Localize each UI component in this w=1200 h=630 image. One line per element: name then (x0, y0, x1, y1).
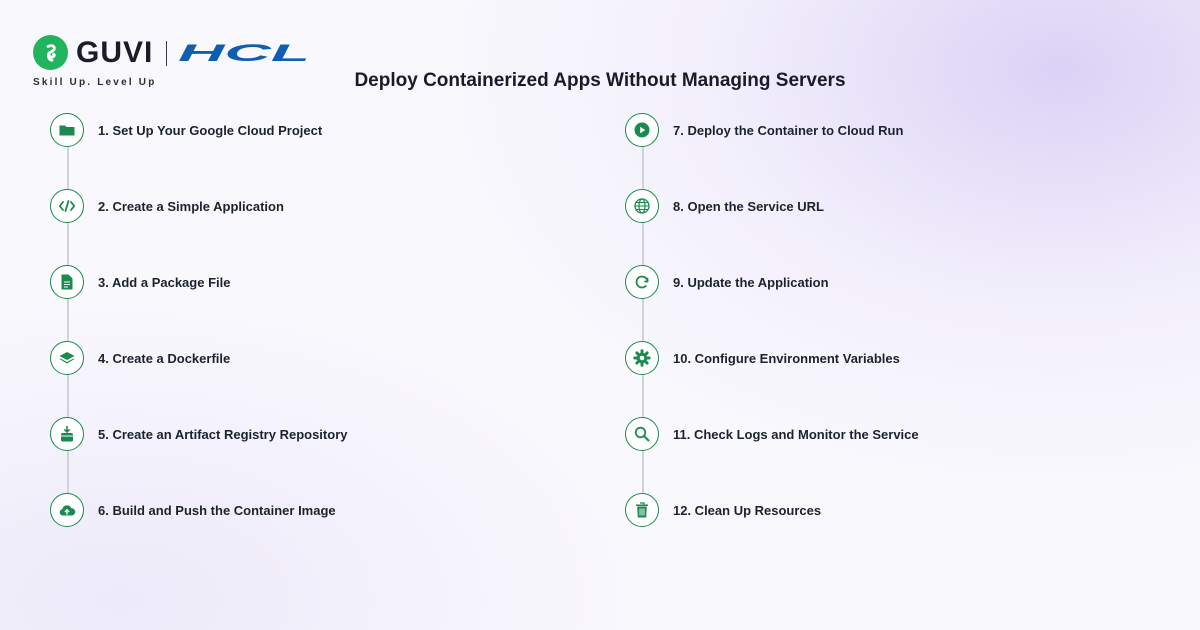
step-label: 1. Set Up Your Google Cloud Project (98, 122, 323, 138)
step-icon-circle (625, 265, 659, 299)
step-item (50, 417, 347, 451)
step-icon-circle (50, 493, 84, 527)
step-item (50, 493, 336, 527)
registry-icon (58, 425, 76, 443)
brand-tagline: Skill Up. Level Up (33, 77, 157, 88)
page-title: Deploy Containerized Apps Without Managing Servers (354, 70, 846, 91)
step-label: 7. Deploy the Container to Cloud Run (673, 122, 904, 138)
step-label: 10. Configure Environment Variables (673, 350, 900, 366)
step-icon-circle (50, 113, 84, 147)
step-label: 5. Create an Artifact Registry Repository (98, 426, 348, 442)
step-icon-circle (50, 189, 84, 223)
guvi-logo-icon (33, 35, 68, 70)
step-item (625, 341, 900, 375)
refresh-icon (633, 273, 651, 291)
step-icon-circle (50, 265, 84, 299)
search-icon (633, 425, 651, 443)
step-item (625, 417, 919, 451)
logo-divider (166, 41, 167, 66)
step-icon-circle (625, 341, 659, 375)
step-item (625, 189, 824, 223)
code-icon (58, 197, 76, 215)
step-item (50, 189, 284, 223)
step-icon-circle (625, 113, 659, 147)
step-icon-circle (625, 493, 659, 527)
gear-icon (633, 349, 651, 367)
cloud-upload-icon (58, 501, 76, 519)
step-label: 9. Update the Application (673, 274, 829, 290)
guvi-wordmark: GUVI (76, 36, 154, 69)
layers-icon (58, 349, 76, 367)
step-item (625, 493, 821, 527)
step-item (625, 265, 829, 299)
step-label: 3. Add a Package File (98, 274, 231, 290)
hcl-logo (178, 42, 313, 64)
step-icon-circle (50, 417, 84, 451)
step-icon-circle (625, 189, 659, 223)
timeline-right (625, 113, 1125, 533)
step-icon-circle (50, 341, 84, 375)
step-item (50, 341, 230, 375)
step-label: 2. Create a Simple Application (98, 198, 284, 214)
step-label: 4. Create a Dockerfile (98, 350, 231, 366)
step-icon-circle (625, 417, 659, 451)
step-label: 11. Check Logs and Monitor the Service (673, 426, 919, 442)
step-label: 6. Build and Push the Container Image (98, 502, 336, 518)
play-icon (633, 121, 651, 139)
svg-text:HCL: HCL (178, 42, 310, 64)
trash-icon (633, 501, 651, 519)
timeline-left (50, 113, 550, 533)
file-icon (58, 273, 76, 291)
folder-icon (58, 121, 76, 139)
step-label: 8. Open the Service URL (673, 198, 824, 214)
step-item (625, 113, 903, 147)
step-item (50, 113, 322, 147)
step-item (50, 265, 230, 299)
step-label: 12. Clean Up Resources (673, 502, 822, 518)
globe-icon (633, 197, 651, 215)
